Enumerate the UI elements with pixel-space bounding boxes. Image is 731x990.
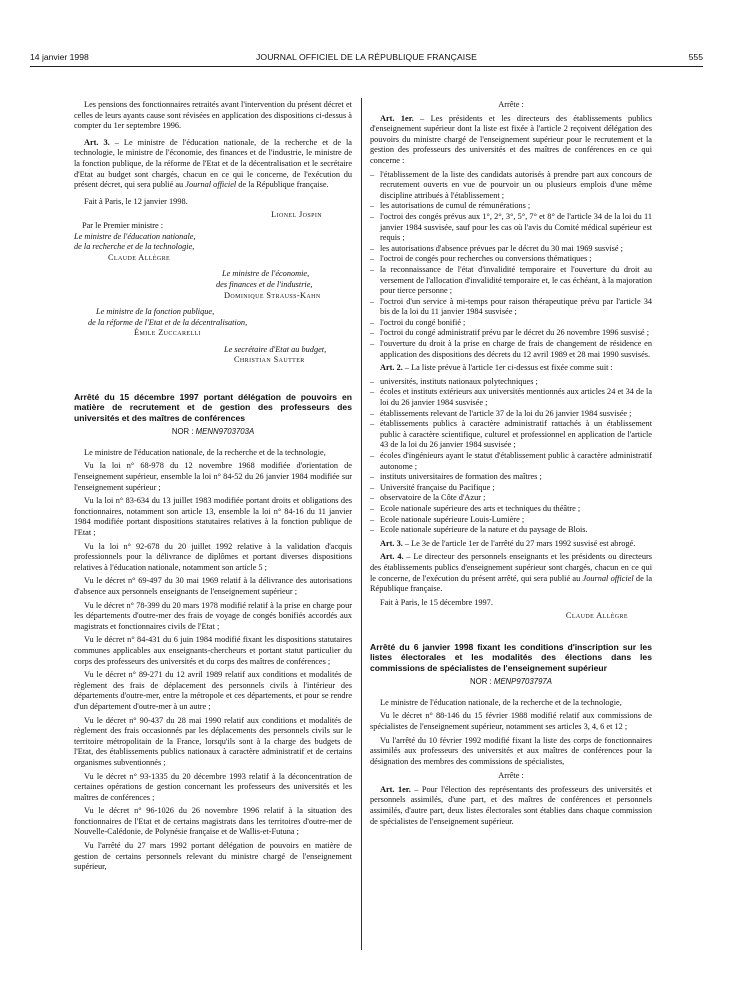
minister-name: Dominique Strauss-Kahn (224, 290, 321, 300)
journal-officiel-ref: Journal officiel (582, 573, 634, 583)
visa-paragraph: Vu le décret n° 96-1026 du 26 novembre 1996 relatif à la situation des fonctionnaires de l'Etat et de certains magistrats dans les territoires d'outre-mer de Nouvelle-Calédonie, de Polynésie française et de Wallis-et-Futuna ; (74, 806, 352, 837)
visa-paragraph: Vu l'arrêté du 10 février 1992 modifié fixant la liste des corps de fonctionnaires assimilés aux professeurs des universités et aux maîtres de conférences pour la désignation des membres des commissions de spécialistes, (370, 735, 652, 766)
list-item: – instituts universitaires de formation des maîtres ; (370, 472, 652, 483)
article-1 (370, 114, 652, 167)
visas-list (370, 698, 652, 768)
article-1 (370, 785, 652, 827)
article-text: – Le directeur des personnels enseignants et les présidents ou directeurs des établissements publics d'enseignement supérieur sont chargés, chacun en ce qui le concerne, de l'exécution du présent arrêté, qui sera publié au (370, 552, 652, 583)
page-header (30, 52, 703, 66)
minister-title: Le ministre de la fonction publique, (96, 307, 215, 317)
article-text: – Le ministre de l'éducation nationale, de la recherche et de la technologie, le ministre de l'économie, des finances et de l'industrie, le ministre de la fonction publique, de la réforme de l'Etat et de la décentralisation et le secrétaire d'Etat au budget sont chargés, chacun en ce qui le concerne, de l'exécution du présent décret, qui sera publié au (74, 137, 352, 190)
arrete-title: Arrêté du 15 décembre 1997 portant délégation de pouvoirs en matière de recrutement et de gestion des professeurs des universités et des maîtres de conférences (74, 392, 352, 423)
list-item: – les autorisations de cumul de rémunérations ; (370, 201, 652, 212)
visa-paragraph: Vu l'arrêté du 27 mars 1992 portant délégation de pouvoirs en matière de gestion de certains personnels relevant du ministre chargé de l'enseignement supérieur, (74, 841, 352, 872)
signatures (74, 210, 352, 366)
article-text: – Les présidents et les directeurs des établissements publics d'enseignement supérieur dont la liste est fixée à l'article 2 reçoivent délégation des pouvoirs du ministre chargé de l'enseignement supérieur pour le recrutement et la gestion des professeurs des universités et des maîtres de conférences en ce qui concerne : (370, 113, 652, 165)
visa-paragraph: Vu la loi n° 83-634 du 13 juillet 1983 modifiée portant droits et obligations des fonctionnaires, notamment son article 13, ensemble la loi n° 84-16 du 11 janvier 1984 modifiée portant dispositions statutaires relatives à la fonction publique de l'Etat ; (74, 496, 352, 538)
article-text-end: de la République française. (236, 180, 329, 190)
signature: Claude Allègre (565, 611, 628, 621)
journal-officiel-ref: Journal officiel (185, 180, 237, 190)
nor-code: MENP9703797A (493, 677, 552, 687)
nor-code: MENN9703703A (195, 427, 255, 437)
list-item: – l'octroi du congé bonifié ; (370, 318, 652, 329)
visa-paragraph: Vu le décret n° 69-497 du 30 mai 1969 relatif à la délivrance des autorisations d'absence aux personnels enseignants de l'enseignement supérieur ; (74, 576, 352, 596)
article-label: Art. 4. (380, 552, 404, 562)
article-label: Art. 3. (84, 137, 110, 147)
list-item: – établissements publics à caractère administratif rattachés à un établissement public à caractère scientifique, culturel et professionnel en application de l'article 43 de la loi du 26 janvier 1984 susvisée ; (370, 419, 652, 451)
list-item: – l'octroi des congés prévus aux 1°, 2°, 3°, 5°, 7° et 8° de l'article 34 de la loi du 11 janvier 1984 susvisée, sauf pour les cas où l'avis du Comité médical supérieur est requis ; (370, 212, 652, 244)
list-item: – Ecole nationale supérieure de la nature et du paysage de Blois. (370, 525, 652, 536)
article-text: – La liste prévue à l'article 1er ci-dessus est fixée comme suit : (402, 363, 613, 373)
nor-label: NOR : (470, 677, 494, 687)
minister-title: de la recherche et de la technologie, (74, 242, 195, 252)
list-item: – observatoire de la Côte d'Azur ; (370, 493, 652, 504)
visa-paragraph: Le ministre de l'éducation nationale, de la recherche et de la technologie, (380, 697, 622, 707)
nor-reference (370, 677, 652, 688)
paragraph: Les pensions des fonctionnaires retraités avant l'intervention du présent décret et celles de leurs ayants cause sont révisées en application des dispositions ci-dessus à compter du 1er septembre 1996. (74, 100, 352, 131)
visa-paragraph: Vu le décret n° 84-431 du 6 juin 1984 modifié fixant les dispositions statutaires communes applicables aux enseignants-chercheurs et portant statut particulier du corps des professeurs des universités et du corps des maîtres de conférences ; (74, 635, 352, 666)
minister-name: Émile Zuccarelli (134, 328, 201, 338)
left-column (74, 100, 352, 876)
visa-paragraph: Le ministre de l'éducation nationale, de la recherche et de la technologie, (84, 447, 326, 457)
journal-title: JOURNAL OFFICIEL DE LA RÉPUBLIQUE FRANÇAISE (256, 52, 477, 62)
visa-paragraph: Vu le décret n° 89-271 du 12 avril 1989 relatif aux conditions et modalités de règlement des frais de déplacement des personnels civils à l'intérieur des départements d'outre-mer, entre la métropole et ces départements, et pour se rendre d'un département d'outre-mer à un autre ; (74, 670, 352, 711)
nor-reference (74, 427, 352, 438)
article-2-list (370, 377, 652, 536)
right-column (370, 100, 652, 830)
list-item: – universités, instituts nationaux polytechniques ; (370, 377, 652, 388)
list-item: – écoles et instituts extérieurs aux universités mentionnés aux articles 24 et 34 de la loi du 26 janvier 1984 susvisée ; (370, 387, 652, 408)
article-3 (74, 138, 352, 191)
arrete-label: Arrête : (498, 771, 524, 781)
article-label: Art. 2. (380, 363, 403, 373)
list-item: – l'octroi du congé administratif prévu par le décret du 26 novembre 1996 susvisé ; (370, 328, 652, 339)
visa-paragraph: Vu le décret n° 93-1335 du 20 décembre 1993 relatif à la déconcentration de certaines opérations de gestion concernant les professeurs des universités et les maîtres de conférences ; (74, 771, 352, 802)
visa-paragraph: Vu le décret n° 88-146 du 15 février 1988 modifié relatif aux commissions de spécialistes de l'enseignement supérieur, notamment ses articles 3, 4, 6 et 12 ; (370, 711, 652, 731)
article-4 (370, 552, 652, 594)
column-divider (361, 98, 362, 950)
list-item: – l'octroi d'un service à mi-temps pour raison thérapeutique prévu par l'article 34 bis de la loi du 11 janvier 1984 susvisée ; (370, 297, 652, 318)
article-2 (370, 363, 652, 374)
fait-a-paris: Fait à Paris, le 12 janvier 1998. (84, 196, 188, 206)
minister-name: Christian Sautter (234, 355, 305, 365)
page-number: 555 (688, 52, 703, 62)
issue-date: 14 janvier 1998 (30, 52, 89, 62)
minister-title: de la réforme de l'Etat et de la décentralisation, (88, 317, 248, 327)
arrete-title: Arrêté du 6 janvier 1998 fixant les conditions d'inscription sur les listes électorales et les modalités des élections dans les commissions de spécialistes de l'enseignement supérieur (370, 641, 652, 673)
fait-a-paris: Fait à Paris, le 15 décembre 1997. (380, 597, 493, 607)
visa-paragraph: Vu le décret n° 90-437 du 28 mai 1990 relatif aux conditions et modalités de règlement des frais occasionnés par les déplacements des personnels civils sur le territoire métropolitain de la France, lorsqu'ils sont à la charge des budgets de l'Etat, des établissements publics nationaux à caractère administratif et de certains organismes subventionnés ; (74, 715, 352, 767)
article-label: Art. 1er. (380, 784, 411, 794)
list-item: – écoles d'ingénieurs ayant le statut d'établissement public à caractère administratif autonome ; (370, 451, 652, 472)
par-le-premier-ministre: Par le Premier ministre : (82, 220, 164, 230)
article-3 (370, 539, 652, 550)
header-rule (30, 66, 703, 67)
arrete-label: Arrête : (498, 100, 524, 109)
signature-pm: Lionel Jospin (271, 210, 322, 220)
article-text-end: de la République française. (370, 573, 653, 594)
nor-label: NOR : (171, 427, 196, 437)
list-item: – la reconnaissance de l'état d'invalidité temporaire et l'ouverture du droit au versement de l'allocation d'invalidité temporaire et, le cas échéant, à la majoration pour tierce personne ; (370, 265, 652, 297)
list-item: – Ecole nationale supérieure Louis-Lumière ; (370, 515, 652, 526)
visa-paragraph: Vu la loi n° 92-678 du 20 juillet 1992 relative à la validation d'acquis professionnels pour la délivrance de diplômes et portant diverses dispositions relatives à l'éducation nationale, notamment son article 5 ; (74, 541, 352, 572)
minister-name: Claude Allègre (108, 252, 171, 262)
minister-title: des finances et de l'industrie, (216, 279, 313, 289)
minister-title: Le ministre de l'éducation nationale, (74, 231, 196, 241)
visa-paragraph: Vu la loi n° 68-978 du 12 novembre 1968 modifiée d'orientation de l'enseignement supérieur, ensemble la loi n° 84-52 du 26 janvier 1984 modifiée sur l'enseignement supérieur ; (74, 461, 352, 492)
list-item: – Ecole nationale supérieure des arts et techniques du théâtre ; (370, 504, 652, 515)
list-item: – les autorisations d'absence prévues par le décret du 30 mai 1969 susvisé ; (370, 244, 652, 255)
visas-list (74, 448, 352, 873)
article-label: Art. 1er. (380, 113, 414, 123)
article-text: – Pour l'élection des représentants des professeurs des universités et personnels assimilés, d'une part, et des maîtres de conférences et personnels assimilés, d'autre part, deux listes électorales sont établies dans chaque commission de spécialistes de l'enseignement supérieur. (370, 784, 652, 826)
minister-title: Le ministre de l'économie, (222, 269, 310, 279)
list-item: – l'octroi de congés pour recherches ou conversions thématiques ; (370, 254, 652, 265)
list-item: – l'ouverture du droit à la prise en charge de frais de changement de résidence en application des dispositions des décrets du 12 avril 1989 et 28 mai 1990 susvisés. (370, 339, 652, 360)
list-item: – l'établissement de la liste des candidats autorisés à prendre part aux concours de recrutement ouverts en vue de pourvoir un ou plusieurs emplois d'une même discipline attribués à l'établissement ; (370, 170, 652, 202)
minister-title: Le secrétaire d'Etat au budget, (224, 344, 327, 354)
article-label: Art. 3. (380, 538, 403, 548)
list-item: – établissements relevant de l'article 37 de la loi du 26 janvier 1984 susvisée ; (370, 409, 652, 420)
list-item: – Université française du Pacifique ; (370, 483, 652, 494)
visa-paragraph: Vu le décret n° 78-399 du 20 mars 1978 modifié relatif à la prise en charge pour les départements d'outre-mer des frais de voyage de congés bonifiés accordés aux magistrats et fonctionnaires civils de l'Etat ; (74, 600, 352, 631)
article-1-list (370, 170, 652, 361)
article-text: – Le 3e de l'article 1er de l'arrêté du 27 mars 1992 susvisé est abrogé. (402, 538, 636, 548)
